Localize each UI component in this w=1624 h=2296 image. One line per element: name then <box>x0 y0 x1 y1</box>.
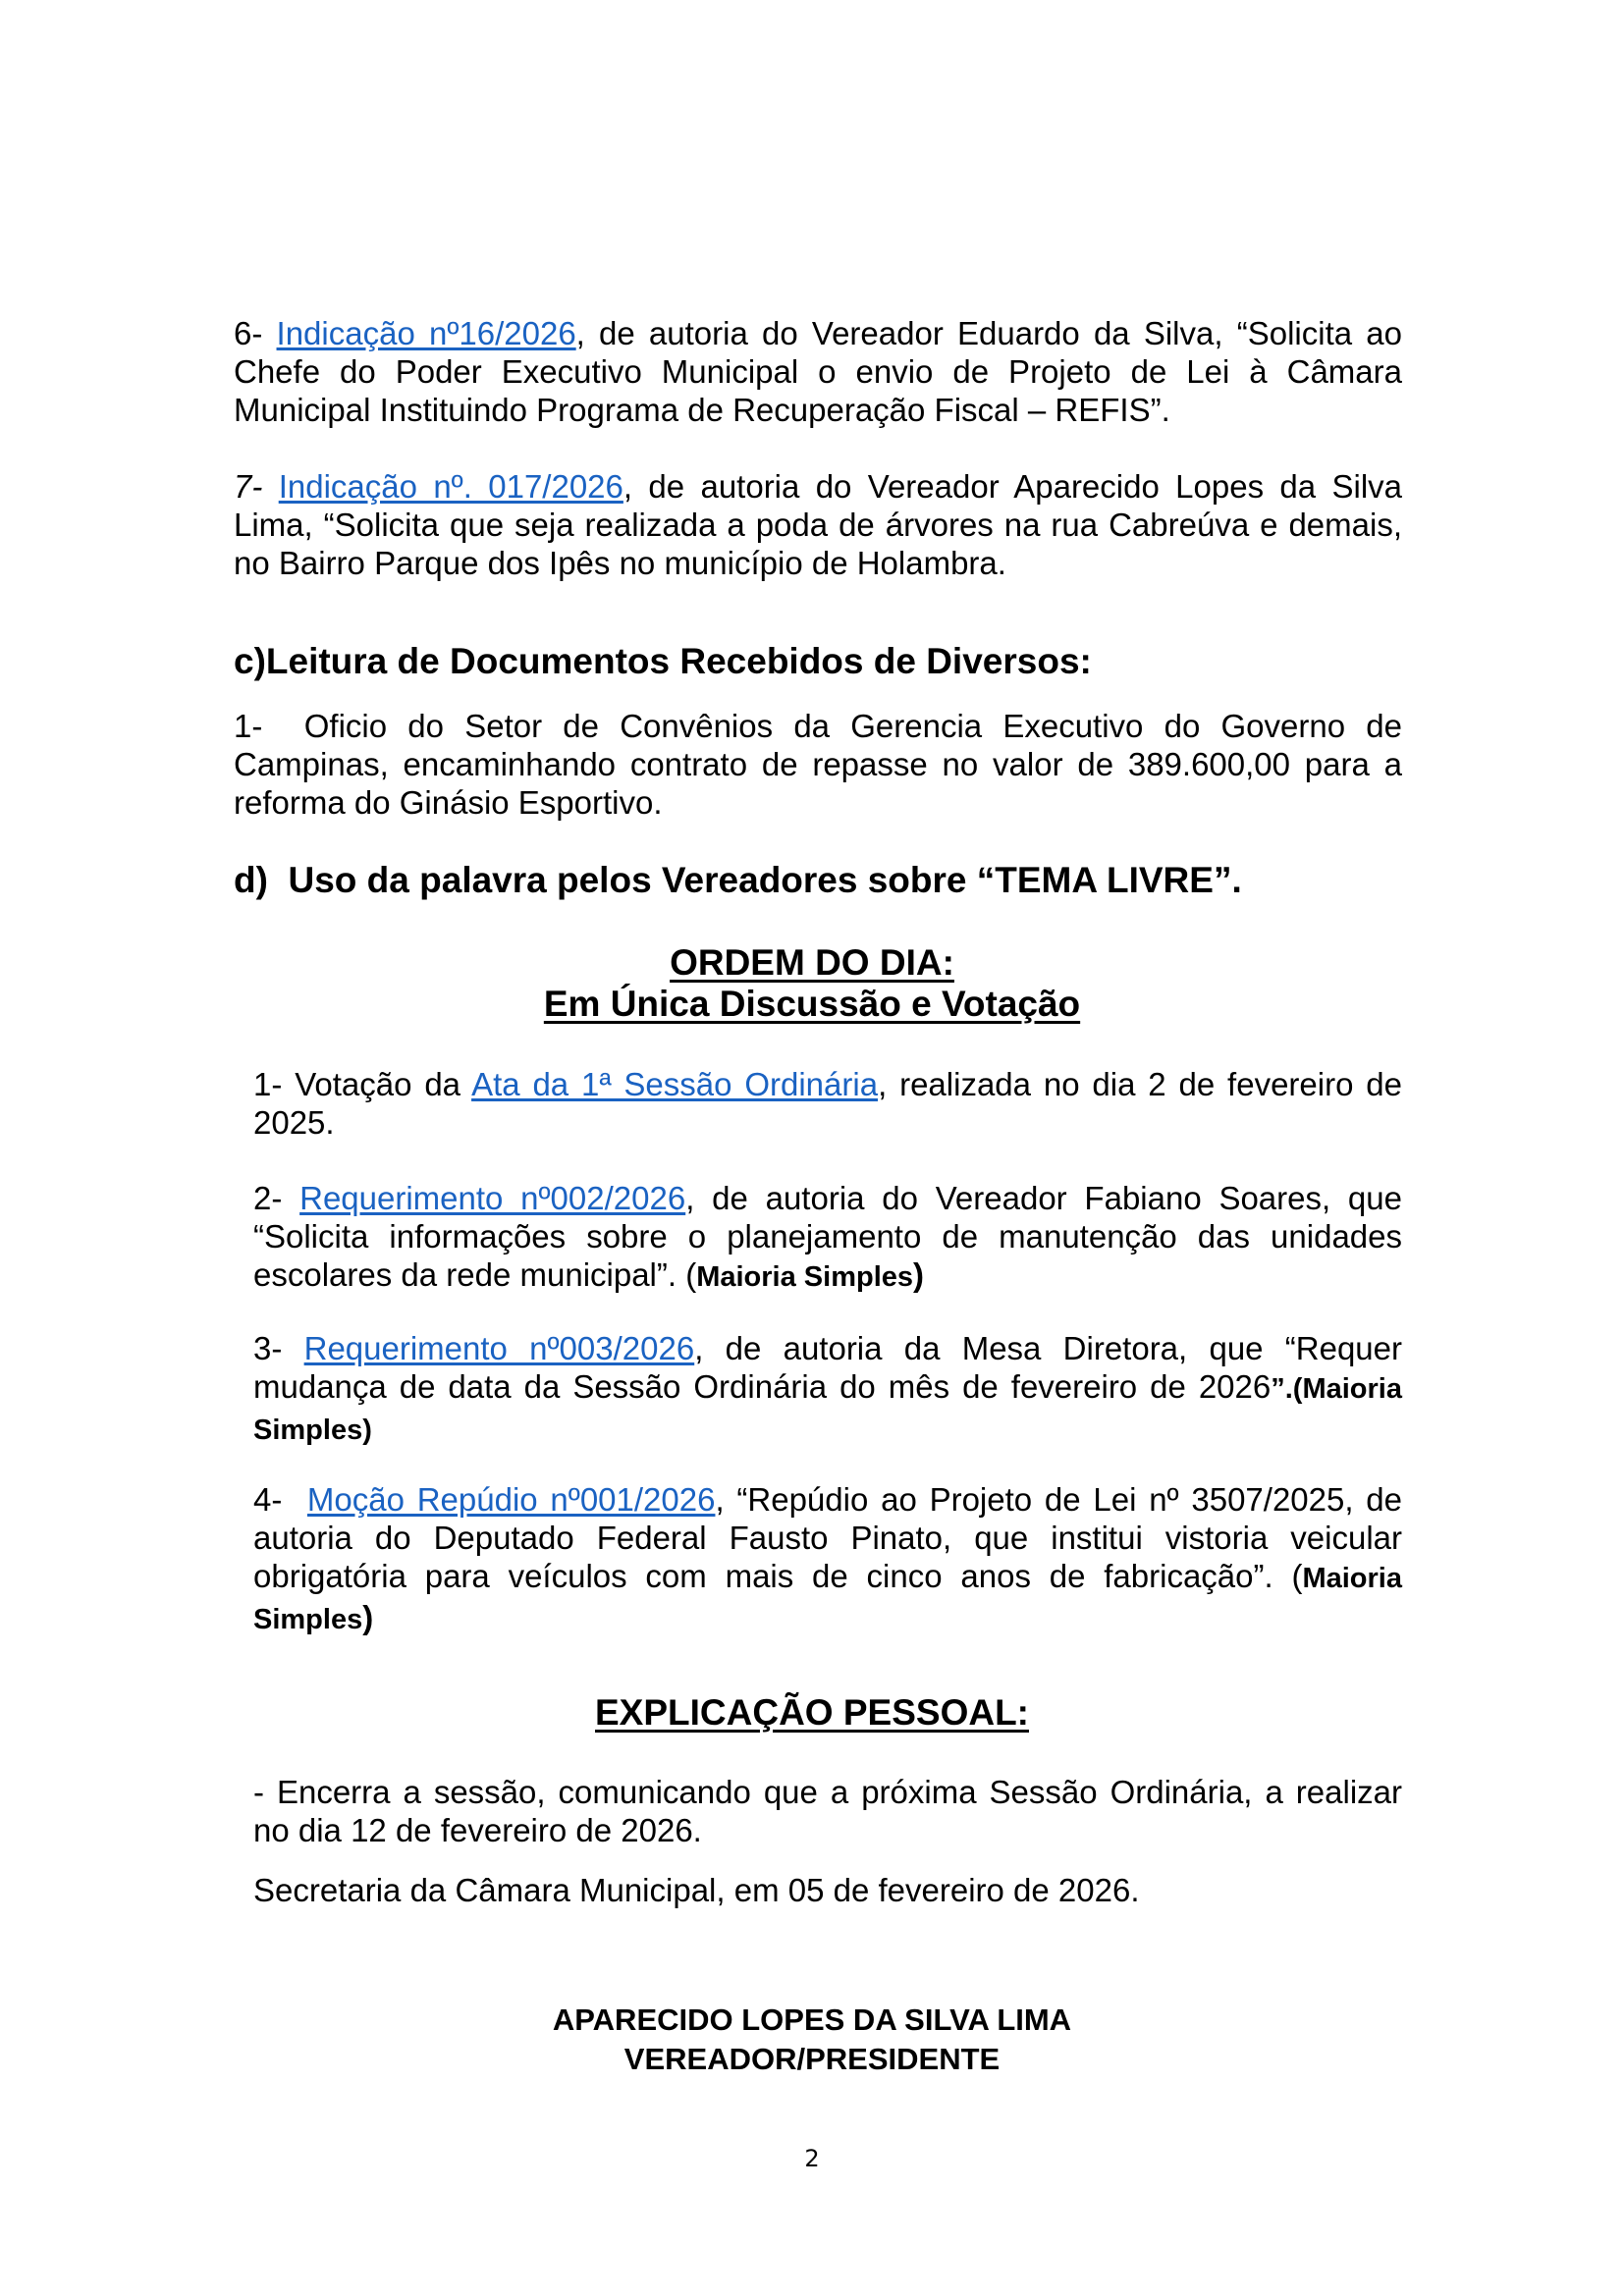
document-item <box>234 707 1402 822</box>
quorum-close: ) <box>913 1256 925 1293</box>
indicacao-link[interactable]: Indicação nº16/2026 <box>276 315 576 351</box>
item-number: 1- <box>253 1066 283 1102</box>
quorum-close: ) <box>362 1599 374 1635</box>
item-pre: Votação da <box>295 1066 472 1102</box>
indicacao-item <box>234 314 1402 429</box>
section-c-heading <box>234 640 1092 683</box>
requerimento-link[interactable]: Requerimento nº003/2026 <box>303 1330 695 1366</box>
page-number: 2 <box>804 2145 820 2172</box>
item-text: , “Repúdio ao Projeto de Lei nº 3507/2025, de autoria do Deputado Federal Fausto Pinato, que institui vistoria veicular obrigatória para veículos com mais de cinco anos de fabricação”. ( <box>253 1481 1403 1594</box>
section-d-heading <box>234 859 1242 902</box>
section-title: Leitura de Documentos Recebidos de Diversos: <box>265 641 1092 681</box>
item-number: 4- <box>253 1481 283 1518</box>
item-number: 2- <box>253 1180 283 1216</box>
ordem-item <box>253 1329 1402 1450</box>
section-title: Uso da palavra pelos Vereadores sobre “TEMA LIVRE”. <box>288 860 1242 900</box>
indicacao-link[interactable]: Indicação nº. 017/2026 <box>278 468 623 505</box>
item-number: 1- <box>234 708 263 744</box>
ordem-item <box>253 1065 1402 1142</box>
requerimento-link[interactable]: Requerimento nº002/2026 <box>299 1180 686 1216</box>
ordem-do-dia-title-text: ORDEM DO DIA: <box>670 942 954 983</box>
quorum-label: Maioria Simples <box>696 1261 914 1293</box>
explicacao-title <box>0 1690 1624 1735</box>
mocao-link[interactable]: Moção Repúdio nº001/2026 <box>306 1481 716 1518</box>
ordem-do-dia-title <box>0 940 1624 986</box>
quorum-label: Maioria Simples <box>253 1563 1402 1635</box>
item-text: , de autoria do Vereador Aparecido Lopes da Silva Lima, “Solicita que seja realizada a poda de árvores na rua Cabreúva e demais, no Bairro Parque dos Ipês no município de Holambra. <box>234 468 1403 581</box>
ordem-do-dia-subtitle-text: Em Única Discussão e Votação <box>543 984 1081 1024</box>
signature-role: VEREADOR/PRESIDENTE <box>623 2042 1001 2076</box>
quorum-label: ”.(Maioria Simples) <box>253 1373 1402 1446</box>
section-marker: c) <box>234 641 266 681</box>
explicacao-title-text: EXPLICAÇÃO PESSOAL: <box>595 1692 1029 1733</box>
closing-line: Secretaria da Câmara Municipal, em 05 de fevereiro de 2026. <box>253 1872 1140 1908</box>
item-number: 7- <box>234 468 263 505</box>
ata-link[interactable]: Ata da 1ª Sessão Ordinária <box>471 1066 879 1102</box>
ordem-do-dia-subtitle <box>0 982 1624 1027</box>
item-text: Oficio do Setor de Convênios da Gerencia Executivo do Governo de Campinas, encaminhando contrato de repasse no valor de 389.600,00 para a reforma do Ginásio Esportivo. <box>234 708 1402 821</box>
item-text: , de autoria da Mesa Diretora, que “Requer mudança de data da Sessão Ordinária do mês de fevereiro de 2026 <box>253 1330 1402 1405</box>
item-text: , realizada no dia 2 de fevereiro de 2025. <box>253 1066 1402 1141</box>
item-text: , de autoria do Vereador Fabiano Soares, que “Solicita informações sobre o planejamento de manutenção das unidades escolares da rede municipal”. ( <box>253 1180 1402 1293</box>
ordem-item <box>253 1480 1402 1639</box>
item-number: 6- <box>234 315 263 351</box>
item-text: , de autoria do Vereador Eduardo da Silva, “Solicita ao Chefe do Poder Executivo Municipal o envio de Projeto de Lei à Câmara Municipal Instituindo Programa de Recuperação Fiscal – REFIS”. <box>234 315 1402 428</box>
section-marker: d) <box>234 860 268 900</box>
signature-name: APARECIDO LOPES DA SILVA LIMA <box>552 2002 1072 2037</box>
item-number: 3- <box>253 1330 283 1366</box>
explicacao-text: - Encerra a sessão, comunicando que a próxima Sessão Ordinária, a realizar no dia 12 de fevereiro de 2026. <box>253 1774 1402 1848</box>
indicacao-item <box>234 467 1402 582</box>
ordem-item <box>253 1179 1402 1297</box>
